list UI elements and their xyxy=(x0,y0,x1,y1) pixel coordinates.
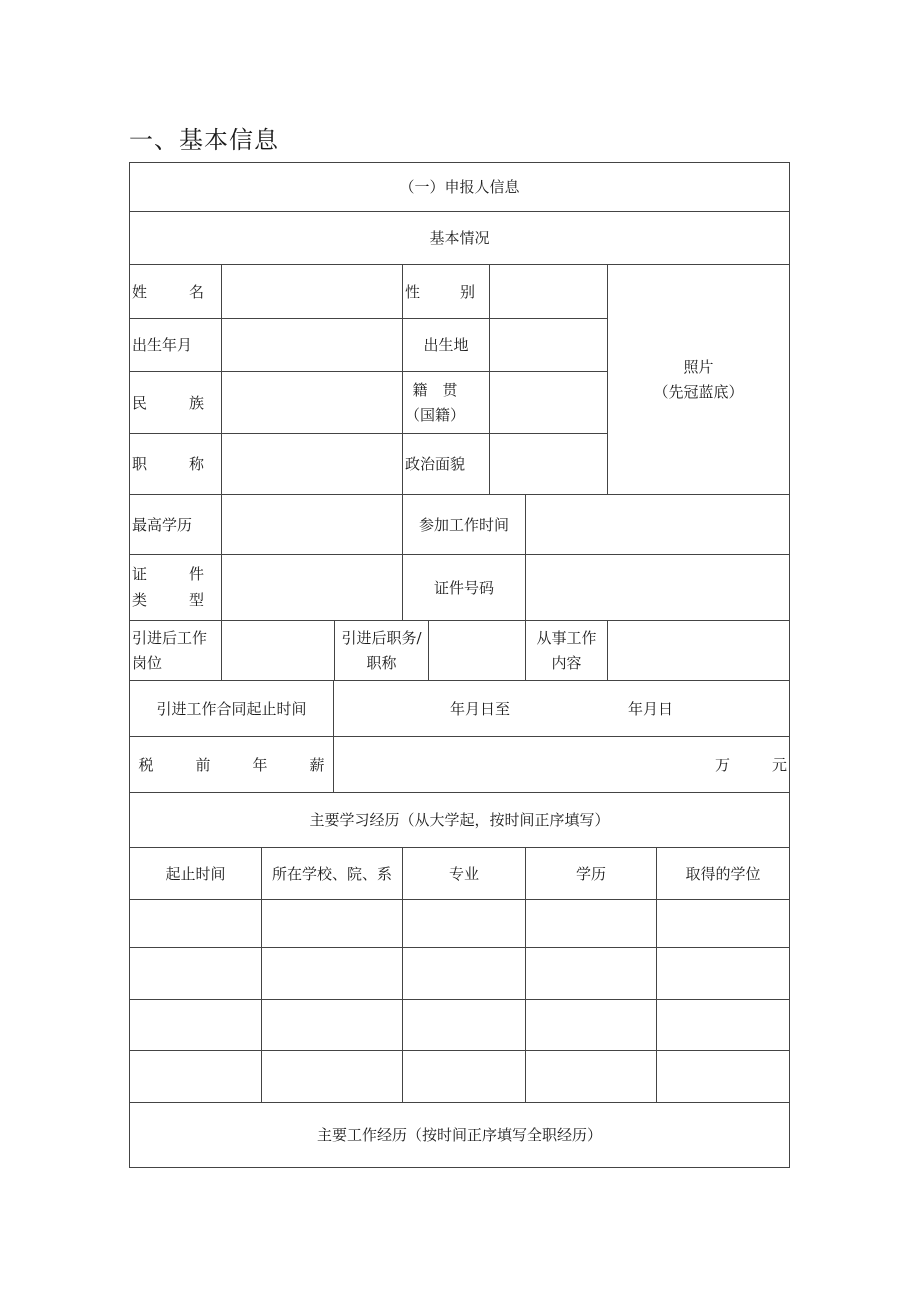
work-start-input[interactable] xyxy=(525,494,790,555)
duty-after-label: 引进后职务/ 职称 xyxy=(334,620,429,681)
political-status-label: 政治面貌 xyxy=(402,433,490,495)
study-row-cell[interactable] xyxy=(525,1050,657,1103)
native-place-label: 籍 贯 （国籍） xyxy=(402,371,490,434)
study-row-cell[interactable] xyxy=(656,999,790,1051)
political-status-input[interactable] xyxy=(489,433,608,495)
post-after-label: 引进后工作 岗位 xyxy=(129,620,222,681)
post-after-input[interactable] xyxy=(221,620,335,681)
study-row-cell[interactable] xyxy=(656,947,790,1000)
education-label: 最高学历 xyxy=(129,494,222,555)
id-type-label: 证 件 类 型 xyxy=(129,554,222,621)
contract-period-input[interactable] xyxy=(333,680,790,737)
photo-box[interactable] xyxy=(607,264,790,495)
photo-label: 照片 xyxy=(683,357,714,376)
gender-input[interactable] xyxy=(489,264,608,319)
study-row-cell[interactable] xyxy=(656,899,790,948)
birthplace-label: 出生地 xyxy=(402,318,490,372)
section-title: 一、基本信息 xyxy=(129,126,279,154)
salary-label: 税 前 年 薪 xyxy=(129,736,334,793)
education-input[interactable] xyxy=(221,494,403,555)
applicant-form xyxy=(129,162,790,1168)
study-row-cell[interactable] xyxy=(129,947,262,1000)
work-start-label: 参加工作时间 xyxy=(402,494,526,555)
study-history-header: 主要学习经历（从大学起，按时间正序填写） xyxy=(129,792,790,848)
title-input[interactable] xyxy=(221,433,403,495)
basic-info-header: 基本情况 xyxy=(129,211,790,265)
salary-input[interactable] xyxy=(333,736,790,793)
study-col-degree: 取得的学位 xyxy=(656,847,790,900)
applicant-info-header: （一）申报人信息 xyxy=(129,162,790,212)
gender-label: 性 别 xyxy=(402,264,490,319)
duty-after-input[interactable] xyxy=(428,620,526,681)
study-row-cell[interactable] xyxy=(261,1050,403,1103)
birth-date-input[interactable] xyxy=(221,318,403,372)
birthplace-input[interactable] xyxy=(489,318,608,372)
study-row-cell[interactable] xyxy=(129,1050,262,1103)
native-place-input[interactable] xyxy=(489,371,608,434)
study-row-cell[interactable] xyxy=(525,999,657,1051)
work-content-label: 从事工作 内容 xyxy=(525,620,608,681)
study-row-cell[interactable] xyxy=(402,1050,526,1103)
study-row-cell[interactable] xyxy=(129,999,262,1051)
study-col-major: 专业 xyxy=(402,847,526,900)
id-type-input[interactable] xyxy=(221,554,403,621)
study-row-cell[interactable] xyxy=(402,947,526,1000)
work-content-input[interactable] xyxy=(607,620,790,681)
contract-period-label: 引进工作合同起止时间 xyxy=(129,680,334,737)
study-row-cell[interactable] xyxy=(525,899,657,948)
study-row-cell[interactable] xyxy=(525,947,657,1000)
study-col-degree-level: 学历 xyxy=(525,847,657,900)
study-row-cell[interactable] xyxy=(402,899,526,948)
contract-to-text: 年月日 xyxy=(628,699,674,718)
study-row-cell[interactable] xyxy=(656,1050,790,1103)
study-col-school: 所在学校、院、系 xyxy=(261,847,403,900)
id-number-input[interactable] xyxy=(525,554,790,621)
study-col-period: 起止时间 xyxy=(129,847,262,900)
photo-note: （先冠蓝底） xyxy=(653,382,744,401)
study-row-cell[interactable] xyxy=(129,899,262,948)
birth-date-label: 出生年月 xyxy=(129,318,222,372)
ethnicity-label: 民 族 xyxy=(129,371,222,434)
study-row-cell[interactable] xyxy=(261,947,403,1000)
study-row-cell[interactable] xyxy=(261,899,403,948)
name-input[interactable] xyxy=(221,264,403,319)
id-number-label: 证件号码 xyxy=(402,554,526,621)
study-row-cell[interactable] xyxy=(261,999,403,1051)
name-label: 姓 名 xyxy=(129,264,222,319)
title-label: 职 称 xyxy=(129,433,222,495)
salary-unit: 万 元 xyxy=(715,755,787,774)
contract-from-text: 年月日至 xyxy=(450,699,511,718)
work-history-header: 主要工作经历（按时间正序填写全职经历） xyxy=(129,1102,790,1168)
ethnicity-input[interactable] xyxy=(221,371,403,434)
study-row-cell[interactable] xyxy=(402,999,526,1051)
